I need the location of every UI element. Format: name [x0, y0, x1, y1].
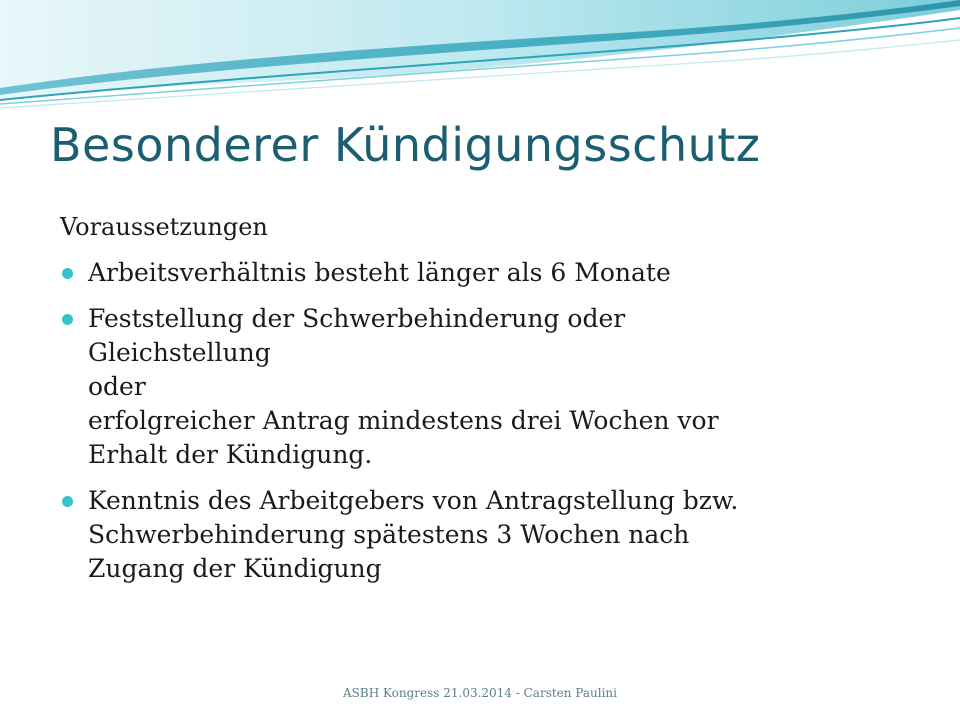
bullet-dot-icon	[62, 314, 73, 325]
bullet-list	[60, 256, 900, 586]
bullet-dot-icon	[62, 268, 73, 279]
slide-title: Besonderer Kündigungsschutz	[50, 118, 761, 172]
bullet-item	[60, 484, 900, 586]
bullet-text: Feststellung der Schwerbehinderung oder Gleichstellung oder erfolgreicher Antrag mindestens drei Wochen vor Erhalt der Kündigung.	[88, 304, 719, 469]
bullet-item	[60, 302, 900, 472]
bullet-text: Arbeitsverhältnis besteht länger als 6 Monate	[88, 258, 671, 287]
lead-text: Voraussetzungen	[60, 213, 268, 241]
slide-footer: ASBH Kongress 21.03.2014 - Carsten Paulini	[343, 686, 617, 700]
bullet-dot-icon	[62, 496, 73, 507]
header-wave-decoration	[0, 0, 960, 120]
bullet-item	[60, 256, 900, 290]
slide-body	[60, 210, 900, 598]
bullet-text: Kenntnis des Arbeitgebers von Antragstellung bzw. Schwerbehinderung spätestens 3 Wochen nach Zugang der Kündigung	[88, 486, 739, 583]
